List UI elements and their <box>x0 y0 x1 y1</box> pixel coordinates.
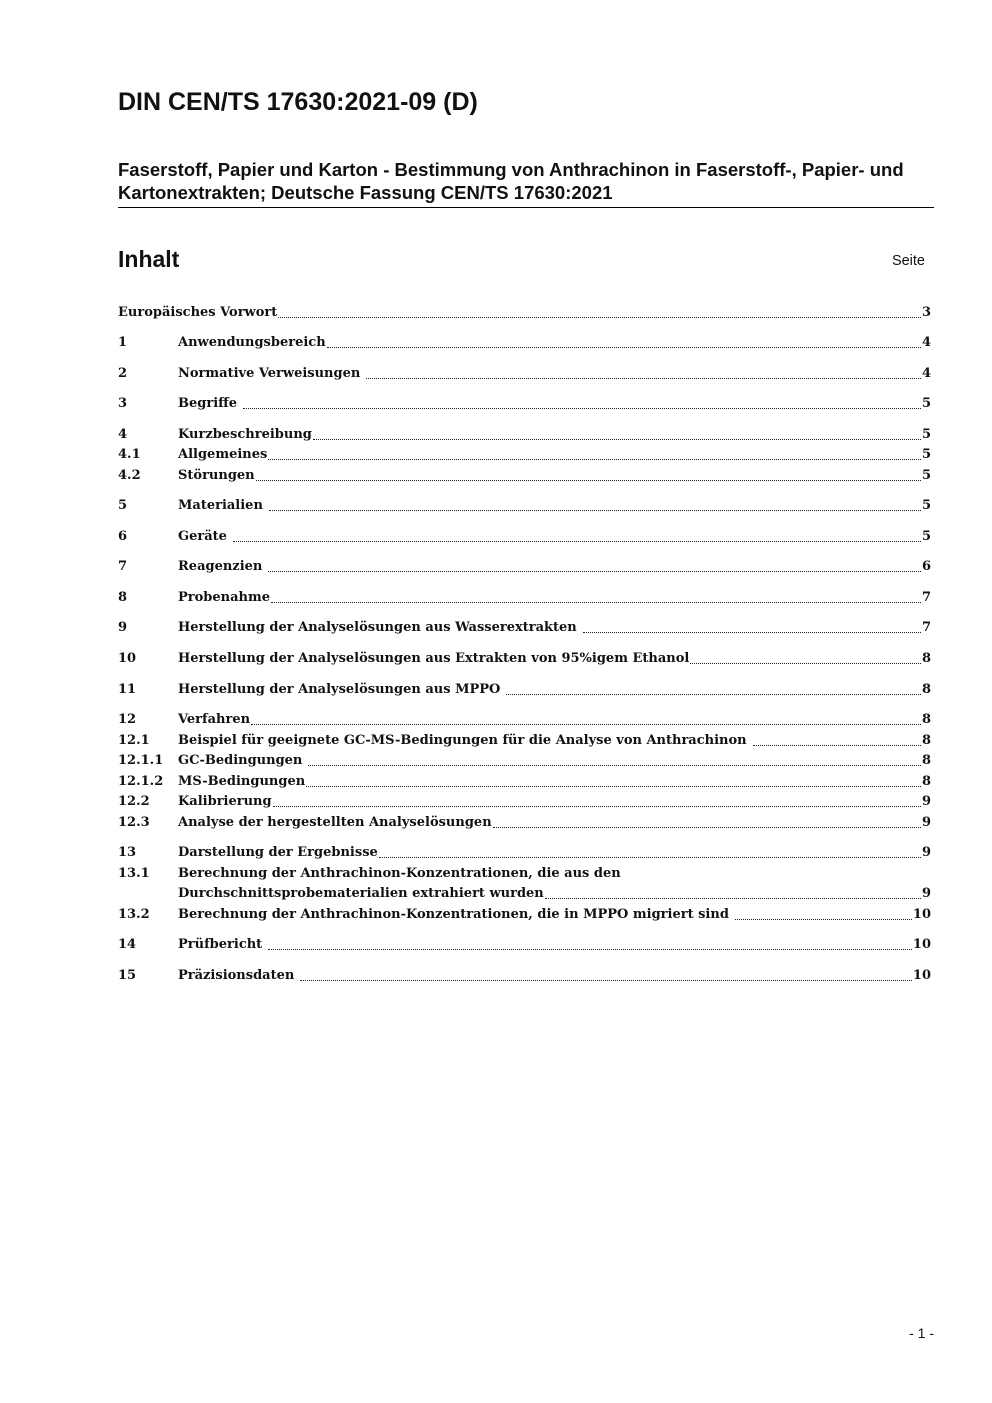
dot-leader <box>379 853 921 858</box>
toc-entry-page: 4 <box>921 335 931 350</box>
toc-entry-title: Verfahren <box>178 712 251 727</box>
toc-entry-page: 9 <box>921 794 931 809</box>
toc-entry-page: 10 <box>912 907 931 922</box>
toc-entry-page: 8 <box>921 682 931 697</box>
toc-entry[interactable] <box>118 771 931 791</box>
toc-entry[interactable] <box>118 904 931 924</box>
toc-entry-page: 8 <box>921 712 931 727</box>
toc-entry-title: Darstellung der Ergebnisse <box>178 845 378 860</box>
toc-entry[interactable] <box>118 556 931 576</box>
page-number: - 1 - <box>909 1325 934 1341</box>
toc-entry-title: Kalibrierung <box>178 794 272 809</box>
toc-entry-title: Materialien <box>178 498 263 513</box>
toc-entry-title: Analyse der hergestellten Analyselösungen <box>178 815 492 830</box>
toc-entry[interactable] <box>118 730 931 750</box>
toc-entry-number: 12.2 <box>118 794 150 809</box>
toc-entry-page: 8 <box>921 651 931 666</box>
dot-leader <box>506 690 921 695</box>
toc-entry[interactable] <box>118 709 931 729</box>
toc-entry-title: Kurzbeschreibung <box>178 427 312 442</box>
toc-entry-number: 8 <box>118 590 128 605</box>
toc-entry-page: 10 <box>912 968 931 983</box>
toc-entry[interactable] <box>118 617 931 637</box>
toc-entry-title: Normative Verweisungen <box>178 366 361 381</box>
toc-entry-page: 5 <box>921 468 931 483</box>
toc-entry-title: Probenahme <box>178 590 271 605</box>
toc-entry[interactable] <box>118 587 931 607</box>
dot-leader <box>300 976 912 981</box>
dot-leader <box>690 659 921 664</box>
toc-entry-page: 10 <box>912 937 931 952</box>
toc-entry[interactable] <box>118 791 931 811</box>
toc-entry[interactable] <box>118 842 931 862</box>
toc-entry-number: 3 <box>118 396 128 411</box>
toc-entry-number: 12.1.1 <box>118 753 164 768</box>
toc-entry-number: 12 <box>118 712 137 727</box>
toc-entry-page: 8 <box>921 774 931 789</box>
toc-entry-number: 4.2 <box>118 468 141 483</box>
toc-entry[interactable] <box>118 863 931 883</box>
page-column-label: Seite <box>891 253 925 269</box>
dot-leader <box>306 782 921 787</box>
toc-entry-number: 5 <box>118 498 128 513</box>
toc-entry-number: 2 <box>118 366 128 381</box>
toc-entry-page: 6 <box>921 559 931 574</box>
toc-entry-continuation[interactable] <box>118 883 931 903</box>
toc-entry-number: 6 <box>118 529 128 544</box>
toc-entry-number: 4 <box>118 427 128 442</box>
toc-entry[interactable] <box>118 363 931 383</box>
toc-entry[interactable] <box>118 393 931 413</box>
dot-leader <box>545 894 921 899</box>
toc-entry-title: Prüfbericht <box>178 937 263 952</box>
toc-entry[interactable] <box>118 812 931 832</box>
toc-entry-title: Reagenzien <box>178 559 263 574</box>
toc-entry-page: 8 <box>921 733 931 748</box>
dot-leader <box>753 741 921 746</box>
dot-leader <box>313 435 921 440</box>
dot-leader <box>271 598 921 603</box>
dot-leader <box>268 567 921 572</box>
toc-entry-number: 13 <box>118 845 137 860</box>
dot-leader <box>251 720 921 725</box>
toc-entry-page: 7 <box>921 590 931 605</box>
dot-leader <box>366 374 921 379</box>
toc-entry-title: GC-Bedingungen <box>178 753 303 768</box>
toc-entry-number: 4.1 <box>118 447 141 462</box>
document-subtitle: Faserstoff, Papier und Karton - Bestimmung von Anthrachinon in Faserstoff-, Papier- und Kartonextrakten; Deutsche Fassung CEN/TS 17630:2021 <box>118 158 934 208</box>
toc-entry-foreword[interactable] <box>118 302 931 322</box>
toc-entry[interactable] <box>118 750 931 770</box>
dot-leader <box>269 506 921 511</box>
toc-entry-page: 5 <box>921 396 931 411</box>
toc-entry-title: Anwendungsbereich <box>178 335 326 350</box>
toc-entry-page: 9 <box>921 815 931 830</box>
toc-entry[interactable] <box>118 495 931 515</box>
toc-entry-page: 5 <box>921 447 931 462</box>
toc-entry-page: 8 <box>921 753 931 768</box>
toc-entry-number: 13.1 <box>118 866 150 881</box>
dot-leader <box>268 945 912 950</box>
dot-leader <box>243 404 921 409</box>
toc-entry-number: 9 <box>118 620 128 635</box>
toc-entry-title: Störungen <box>178 468 255 483</box>
toc-entry[interactable] <box>118 465 931 485</box>
toc-entry-number: 11 <box>118 682 137 697</box>
toc-entry-page: 9 <box>921 886 931 901</box>
toc-entry-page: 3 <box>921 305 931 320</box>
toc-entry-number: 12.1 <box>118 733 150 748</box>
toc-entry-title: Berechnung der Anthrachinon-Konzentrationen, die aus den <box>178 866 621 881</box>
toc-entry-title: Berechnung der Anthrachinon-Konzentrationen, die in MPPO migriert sind <box>178 907 729 922</box>
dot-leader <box>256 476 921 481</box>
table-of-contents <box>118 0 931 1000</box>
toc-entry-title: Beispiel für geeignete GC-MS-Bedingungen für die Analyse von Anthrachinon <box>178 733 747 748</box>
toc-entry-title: MS-Bedingungen <box>178 774 306 789</box>
toc-entry-page: 5 <box>921 529 931 544</box>
dot-leader <box>278 313 921 318</box>
dot-leader <box>273 802 921 807</box>
toc-entry[interactable] <box>118 679 931 699</box>
toc-entry-number: 13.2 <box>118 907 150 922</box>
toc-entry-page: 5 <box>921 498 931 513</box>
dot-leader <box>308 761 921 766</box>
toc-heading: Inhalt <box>118 246 180 272</box>
dot-leader <box>268 455 921 460</box>
toc-entry-title: Allgemeines <box>178 447 268 462</box>
toc-entry-number: 14 <box>118 937 137 952</box>
toc-entry-number: 15 <box>118 968 137 983</box>
toc-entry-number: 12.3 <box>118 815 150 830</box>
document-title: DIN CEN/TS 17630:2021-09 (D) <box>118 88 478 116</box>
toc-entry[interactable] <box>118 444 931 464</box>
toc-entry-title: Herstellung der Analyselösungen aus Extrakten von 95%igem Ethanol <box>178 651 690 666</box>
toc-entry[interactable] <box>118 332 931 352</box>
toc-entry-number: 12.1.2 <box>118 774 164 789</box>
toc-entry-title: Präzisionsdaten <box>178 968 295 983</box>
toc-entry-number: 7 <box>118 559 128 574</box>
toc-entry-page: 7 <box>921 620 931 635</box>
toc-entry-number: 1 <box>118 335 128 350</box>
dot-leader <box>583 628 921 633</box>
toc-entry-page: 5 <box>921 427 931 442</box>
dot-leader <box>327 343 921 348</box>
toc-entry-title: Herstellung der Analyselösungen aus MPPO <box>178 682 501 697</box>
toc-entry[interactable] <box>118 648 931 668</box>
dot-leader <box>493 823 921 828</box>
dot-leader <box>735 915 912 920</box>
toc-entry-title: Europäisches Vorwort <box>118 305 278 320</box>
toc-entry-page: 9 <box>921 845 931 860</box>
toc-entry-title: Begriffe <box>178 396 238 411</box>
toc-entry[interactable] <box>118 965 931 985</box>
toc-entry-title-continuation: Durchschnittsprobematerialien extrahiert wurden <box>178 886 544 901</box>
toc-entry-title: Herstellung der Analyselösungen aus Wasserextrakten <box>178 620 577 635</box>
toc-entry-number: 10 <box>118 651 137 666</box>
toc-entry[interactable] <box>118 424 931 444</box>
toc-entry[interactable] <box>118 526 931 546</box>
toc-entry[interactable] <box>118 934 931 954</box>
dot-leader <box>233 537 921 542</box>
toc-entry-title: Geräte <box>178 529 227 544</box>
toc-entry-page: 4 <box>921 366 931 381</box>
